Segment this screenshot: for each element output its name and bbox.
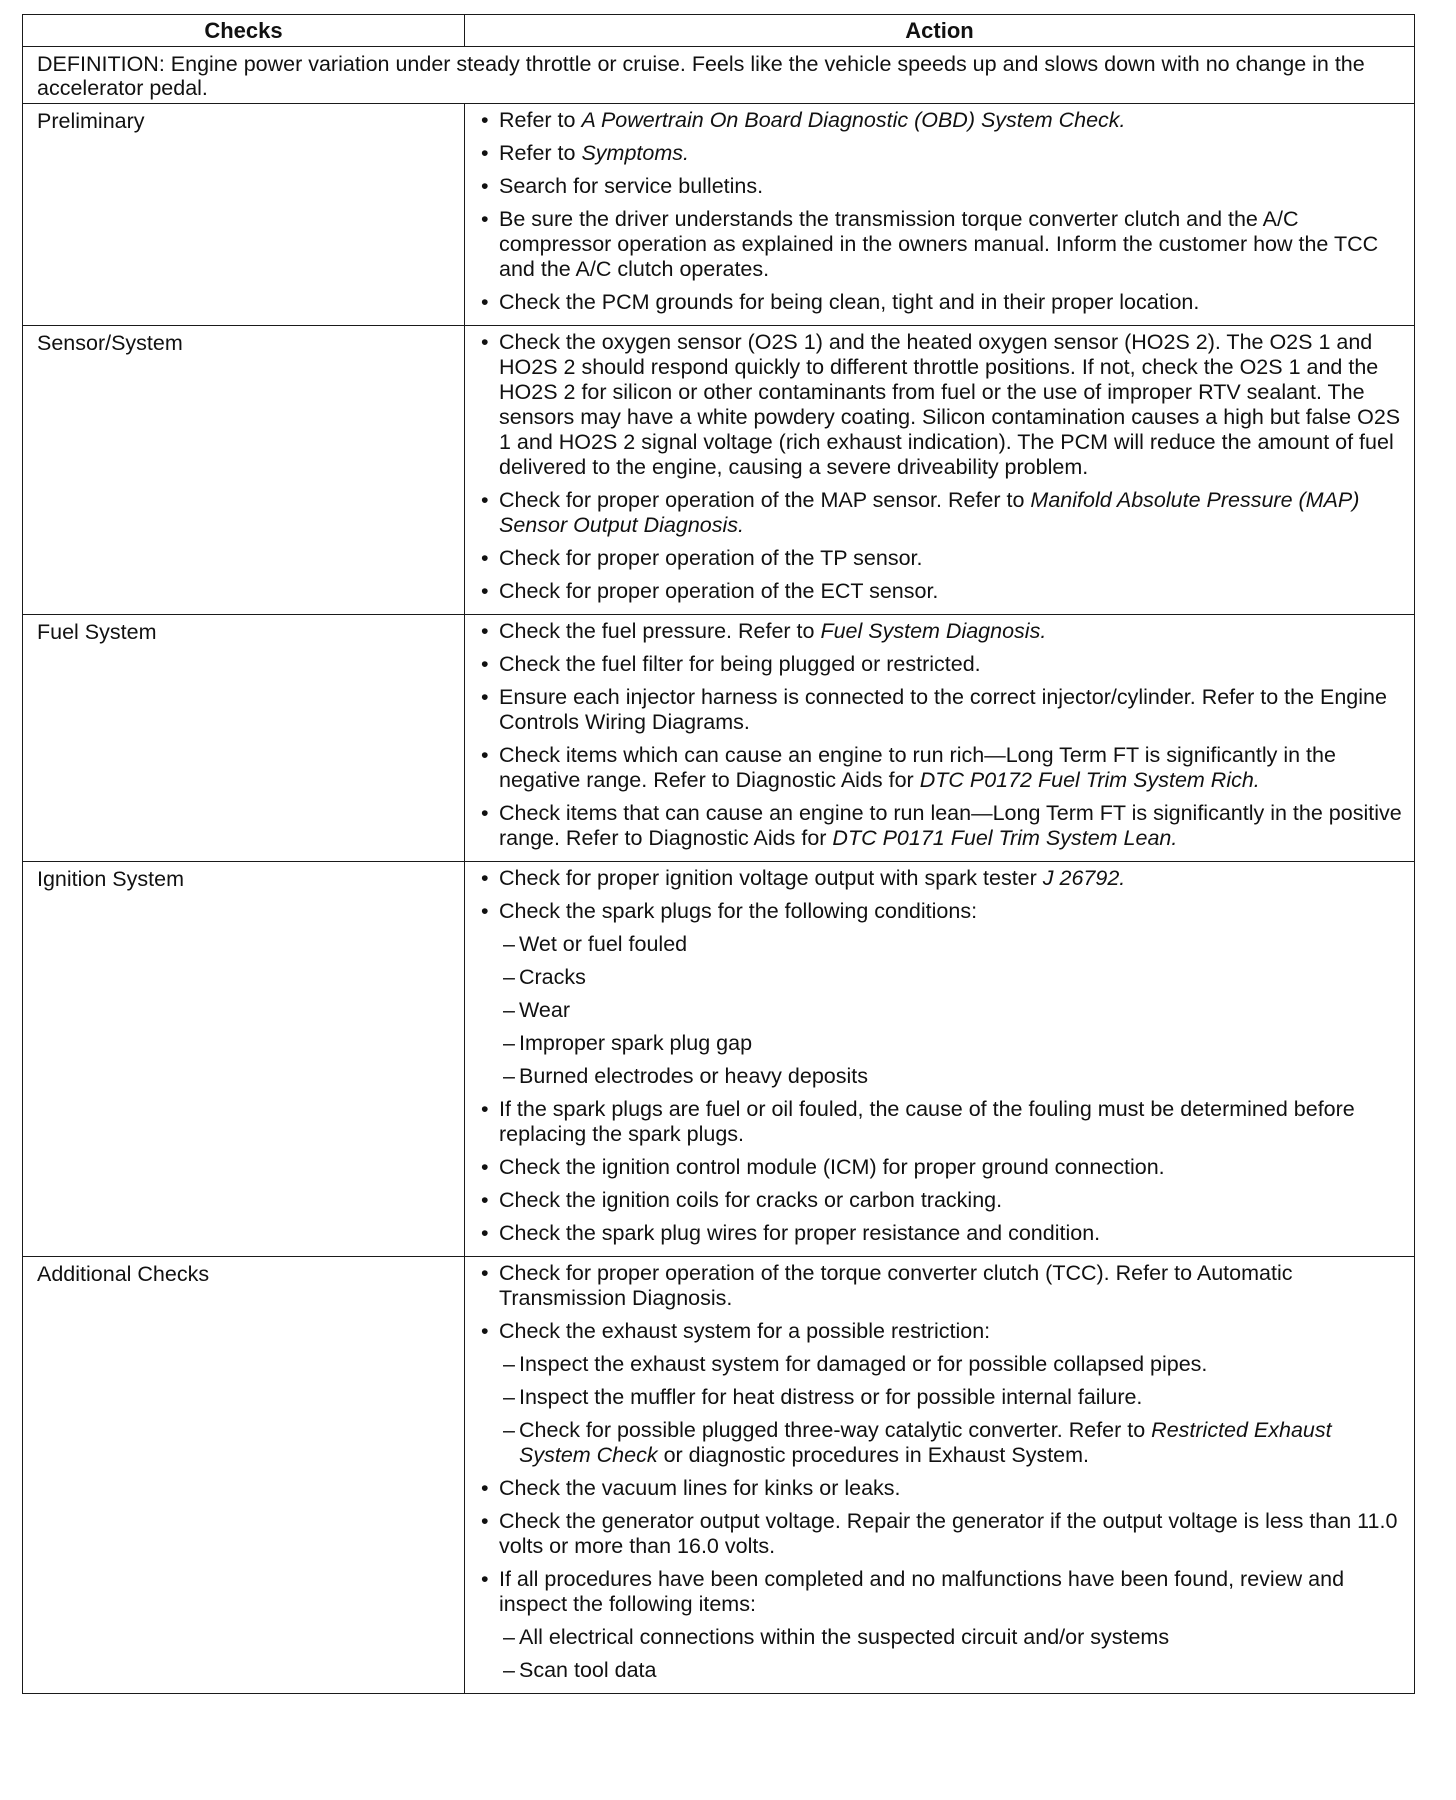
action-item: • Check items which can cause an engine to run rich—Long Term FT is significantly in the negative range. Refer to Diagnostic Aids for DTC P0172 Fuel Trim System Rich.: [477, 743, 1406, 793]
reference-link: Symptoms.: [581, 141, 689, 165]
dash-icon: –: [503, 965, 515, 989]
table-row: [23, 326, 1415, 615]
bullet-icon: •: [481, 174, 489, 198]
bullet-icon: •: [481, 1221, 489, 1245]
bullet-icon: •: [481, 108, 489, 132]
bullet-icon: •: [481, 1319, 489, 1343]
header-row: [23, 15, 1415, 47]
action-item: • Check the PCM grounds for being clean, tight and in their proper location.: [477, 290, 1406, 315]
action-cell-fuel-system: [465, 615, 1415, 862]
action-item: • Check the vacuum lines for kinks or leaks.: [477, 1476, 1406, 1501]
table-row: [23, 1257, 1415, 1694]
action-item: • Search for service bulletins.: [477, 174, 1406, 199]
action-cell-sensor-system: [465, 326, 1415, 615]
bullet-icon: •: [481, 743, 489, 767]
action-cell-preliminary: [465, 104, 1415, 326]
bullet-icon: •: [481, 330, 489, 354]
action-sub-item: – Check for possible plugged three-way catalytic converter. Refer to Restricted Exhaust System Check or diagnostic procedures in Exhaust System.: [503, 1418, 1332, 1467]
action-cell-ignition-system: [465, 862, 1415, 1257]
action-item: • Check for proper operation of the ECT sensor.: [477, 579, 1406, 604]
bullet-icon: •: [481, 1509, 489, 1533]
bullet-icon: •: [481, 207, 489, 231]
bullet-icon: •: [481, 1476, 489, 1500]
bullet-icon: •: [481, 801, 489, 825]
bullet-icon: •: [481, 141, 489, 165]
check-label-sensor-system: Sensor/System: [23, 326, 465, 615]
action-item: • Check the exhaust system for a possible restriction:: [477, 1319, 1406, 1344]
action-sub-item: – Wear: [503, 998, 570, 1022]
definition-text: DEFINITION: Engine power variation under steady throttle or cruise. Feels like the vehicle speeds up and slows down with no change in the accelerator pedal.: [23, 47, 1415, 104]
bullet-icon: •: [481, 652, 489, 676]
bullet-icon: •: [481, 685, 489, 709]
reference-link: A Powertrain On Board Diagnostic (OBD) System Check.: [581, 108, 1126, 132]
bullet-icon: •: [481, 290, 489, 314]
reference-link: Manifold Absolute Pressure (MAP) Sensor Output Diagnosis.: [499, 488, 1360, 537]
bullet-icon: •: [481, 1567, 489, 1591]
checks-column-header: Checks: [23, 15, 465, 47]
diagnostic-table-page: [22, 14, 1414, 1694]
action-item: • Check the fuel pressure. Refer to Fuel System Diagnosis.: [477, 619, 1406, 644]
action-item: • Check the ignition coils for cracks or carbon tracking.: [477, 1188, 1406, 1213]
table-row: [23, 104, 1415, 326]
action-item: • Refer to Symptoms.: [477, 141, 1406, 166]
action-column-header: Action: [465, 15, 1415, 47]
action-item: • Check the oxygen sensor (O2S 1) and the heated oxygen sensor (HO2S 2). The O2S 1 and HO2S 2 should respond quickly to different throttle positions. If not, check the O2S 1 and the HO2S 2 for silicon or other contaminants from fuel or the use of improper RTV sealant. The sensors may have a white powdery coating. Silicon contamination causes a high but false O2S 1 and HO2S 2 signal voltage (rich exhaust indication). The PCM will reduce the amount of fuel delivered to the engine, causing a severe driveability problem.: [477, 330, 1406, 480]
bullet-icon: •: [481, 619, 489, 643]
action-item: • Refer to A Powertrain On Board Diagnostic (OBD) System Check.: [477, 108, 1406, 133]
reference-link: DTC P0172 Fuel Trim System Rich.: [919, 768, 1260, 792]
action-item: • Check the spark plugs for the following conditions:: [477, 899, 1406, 924]
action-sub-item: – Scan tool data: [503, 1658, 657, 1682]
action-sub-item: – All electrical connections within the suspected circuit and/or systems: [503, 1625, 1170, 1649]
dash-icon: –: [503, 1418, 515, 1442]
dash-icon: –: [503, 1385, 515, 1409]
dash-icon: –: [503, 1352, 515, 1376]
action-item: • Check for proper operation of the MAP sensor. Refer to Manifold Absolute Pressure (MAP) Sensor Output Diagnosis.: [477, 488, 1406, 538]
bullet-icon: •: [481, 1188, 489, 1212]
reference-link: DTC P0171 Fuel Trim System Lean.: [832, 826, 1178, 850]
check-label-additional-checks: Additional Checks: [23, 1257, 465, 1694]
action-item: • Check for proper operation of the TP sensor.: [477, 546, 1406, 571]
definition-row: [23, 47, 1415, 104]
action-item: • Check the ignition control module (ICM) for proper ground connection.: [477, 1155, 1406, 1180]
action-item: • Check items that can cause an engine to run lean—Long Term FT is significantly in the positive range. Refer to Diagnostic Aids for DTC P0171 Fuel Trim System Lean.: [477, 801, 1406, 851]
check-label-preliminary: Preliminary: [23, 104, 465, 326]
action-sub-item: – Burned electrodes or heavy deposits: [503, 1064, 868, 1088]
bullet-icon: •: [481, 488, 489, 512]
action-item: • If the spark plugs are fuel or oil fouled, the cause of the fouling must be determined before replacing the spark plugs.: [477, 1097, 1406, 1147]
action-item: • Check for proper operation of the torque converter clutch (TCC). Refer to Automatic Transmission Diagnosis.: [477, 1261, 1406, 1311]
bullet-icon: •: [481, 1097, 489, 1121]
bullet-icon: •: [481, 866, 489, 890]
dash-icon: –: [503, 1064, 515, 1088]
bullet-icon: •: [481, 1155, 489, 1179]
action-item: • Be sure the driver understands the transmission torque converter clutch and the A/C compressor operation as explained in the owners manual. Inform the customer how the TCC and the A/C clutch operates.: [477, 207, 1406, 282]
dash-icon: –: [503, 1031, 515, 1055]
action-cell-additional-checks: [465, 1257, 1415, 1694]
reference-link: Fuel System Diagnosis.: [820, 619, 1047, 643]
action-sub-item: – Wet or fuel fouled: [503, 932, 688, 956]
action-item: • If all procedures have been completed and no malfunctions have been found, review and inspect the following items:: [477, 1567, 1406, 1617]
check-label-ignition-system: Ignition System: [23, 862, 465, 1257]
action-sub-item: – Improper spark plug gap: [503, 1031, 753, 1055]
dash-icon: –: [503, 932, 515, 956]
action-sub-item: – Inspect the exhaust system for damaged or for possible collapsed pipes.: [503, 1352, 1208, 1376]
dash-icon: –: [503, 1625, 515, 1649]
reference-link: J 26792.: [1042, 866, 1126, 890]
dash-icon: –: [503, 1658, 515, 1682]
bullet-icon: •: [481, 546, 489, 570]
table-row: [23, 862, 1415, 1257]
action-item: • Ensure each injector harness is connected to the correct injector/cylinder. Refer to the Engine Controls Wiring Diagrams.: [477, 685, 1406, 735]
check-label-fuel-system: Fuel System: [23, 615, 465, 862]
action-item: • Check the spark plug wires for proper resistance and condition.: [477, 1221, 1406, 1246]
bullet-icon: •: [481, 1261, 489, 1285]
action-item: • Check for proper ignition voltage output with spark tester J 26792.: [477, 866, 1406, 891]
action-sub-item: – Inspect the muffler for heat distress or for possible internal failure.: [503, 1385, 1143, 1409]
diagnostic-table: [22, 14, 1415, 1694]
action-item: • Check the generator output voltage. Repair the generator if the output voltage is less than 11.0 volts or more than 16.0 volts.: [477, 1509, 1406, 1559]
table-row: [23, 615, 1415, 862]
bullet-icon: •: [481, 579, 489, 603]
reference-link: Restricted Exhaust System Check: [519, 1418, 1332, 1467]
dash-icon: –: [503, 998, 515, 1022]
action-sub-item: – Cracks: [503, 965, 586, 989]
action-item: • Check the fuel filter for being plugged or restricted.: [477, 652, 1406, 677]
bullet-icon: •: [481, 899, 489, 923]
